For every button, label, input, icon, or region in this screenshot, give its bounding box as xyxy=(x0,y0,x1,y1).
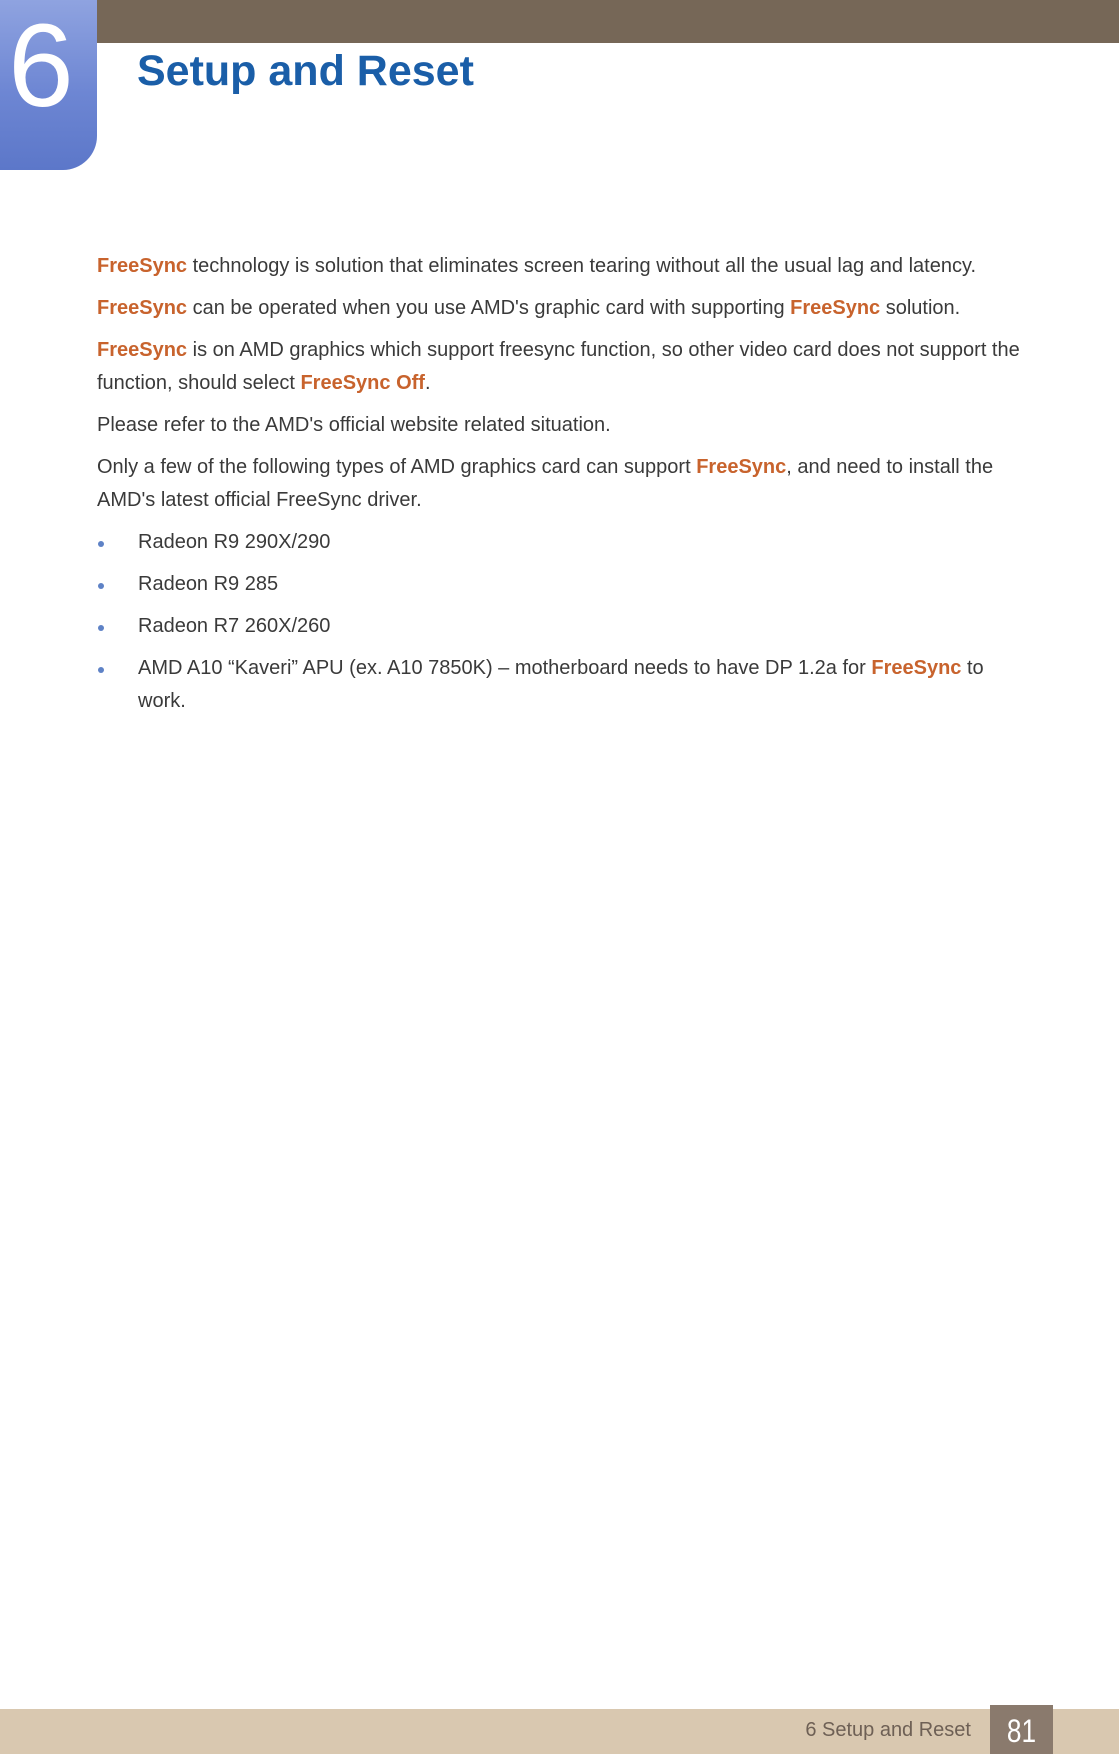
freesync-term: FreeSync xyxy=(790,297,881,319)
page-number: 81 xyxy=(1006,1713,1037,1749)
list-item-text: Radeon R9 285 xyxy=(138,573,279,595)
bullet-icon xyxy=(98,625,104,631)
header-bar xyxy=(0,0,1119,43)
supported-cards-list xyxy=(97,526,1035,718)
footer-section-label: 6 Setup and Reset xyxy=(805,1719,971,1741)
freesync-term: FreeSync xyxy=(696,456,787,478)
list-item-text: to work. xyxy=(138,657,984,712)
freesync-term: FreeSync xyxy=(871,657,962,679)
paragraph-text: Please refer to the AMD's official website related situation. xyxy=(97,414,611,436)
bullet-icon xyxy=(98,667,104,673)
chapter-tab xyxy=(0,0,97,170)
paragraph-freesync-intro xyxy=(97,250,1035,283)
chapter-title: Setup and Reset xyxy=(137,47,474,95)
bullet-icon xyxy=(98,541,104,547)
list-item xyxy=(97,652,1035,718)
list-item xyxy=(97,610,1035,643)
bullet-icon xyxy=(98,583,104,589)
chapter-number: 6 xyxy=(8,0,74,132)
paragraph-text: is on AMD graphics which support freesync function, so other video card does not support the function, should select xyxy=(97,339,1020,394)
paragraph-supported-cards xyxy=(97,451,1035,517)
paragraph-text: , and need to install the AMD's latest official FreeSync driver. xyxy=(97,456,994,511)
list-item xyxy=(97,526,1035,559)
paragraph-text: Only a few of the following types of AMD graphics card can support xyxy=(97,456,697,478)
paragraph-amd-website xyxy=(97,409,1035,442)
freesync-term: FreeSync xyxy=(97,297,188,319)
main-content xyxy=(97,250,1035,727)
list-item-text: Radeon R7 260X/260 xyxy=(138,615,331,637)
list-item xyxy=(97,568,1035,601)
freesync-off-term: FreeSync Off xyxy=(300,372,425,394)
list-item-text: AMD A10 “Kaveri” APU (ex. A10 7850K) – motherboard needs to have DP 1.2a for xyxy=(138,657,872,679)
page-number-box xyxy=(990,1705,1053,1754)
paragraph-text: can be operated when you use AMD's graphic card with supporting xyxy=(187,297,791,319)
paragraph-freesync-support xyxy=(97,334,1035,400)
paragraph-text: technology is solution that eliminates screen tearing without all the usual lag and latency. xyxy=(187,255,977,277)
paragraph-text: solution. xyxy=(880,297,961,319)
list-item-text: Radeon R9 290X/290 xyxy=(138,531,331,553)
freesync-term: FreeSync xyxy=(97,339,188,361)
freesync-term: FreeSync xyxy=(97,255,188,277)
paragraph-freesync-amd xyxy=(97,292,1035,325)
paragraph-text: . xyxy=(424,372,431,394)
